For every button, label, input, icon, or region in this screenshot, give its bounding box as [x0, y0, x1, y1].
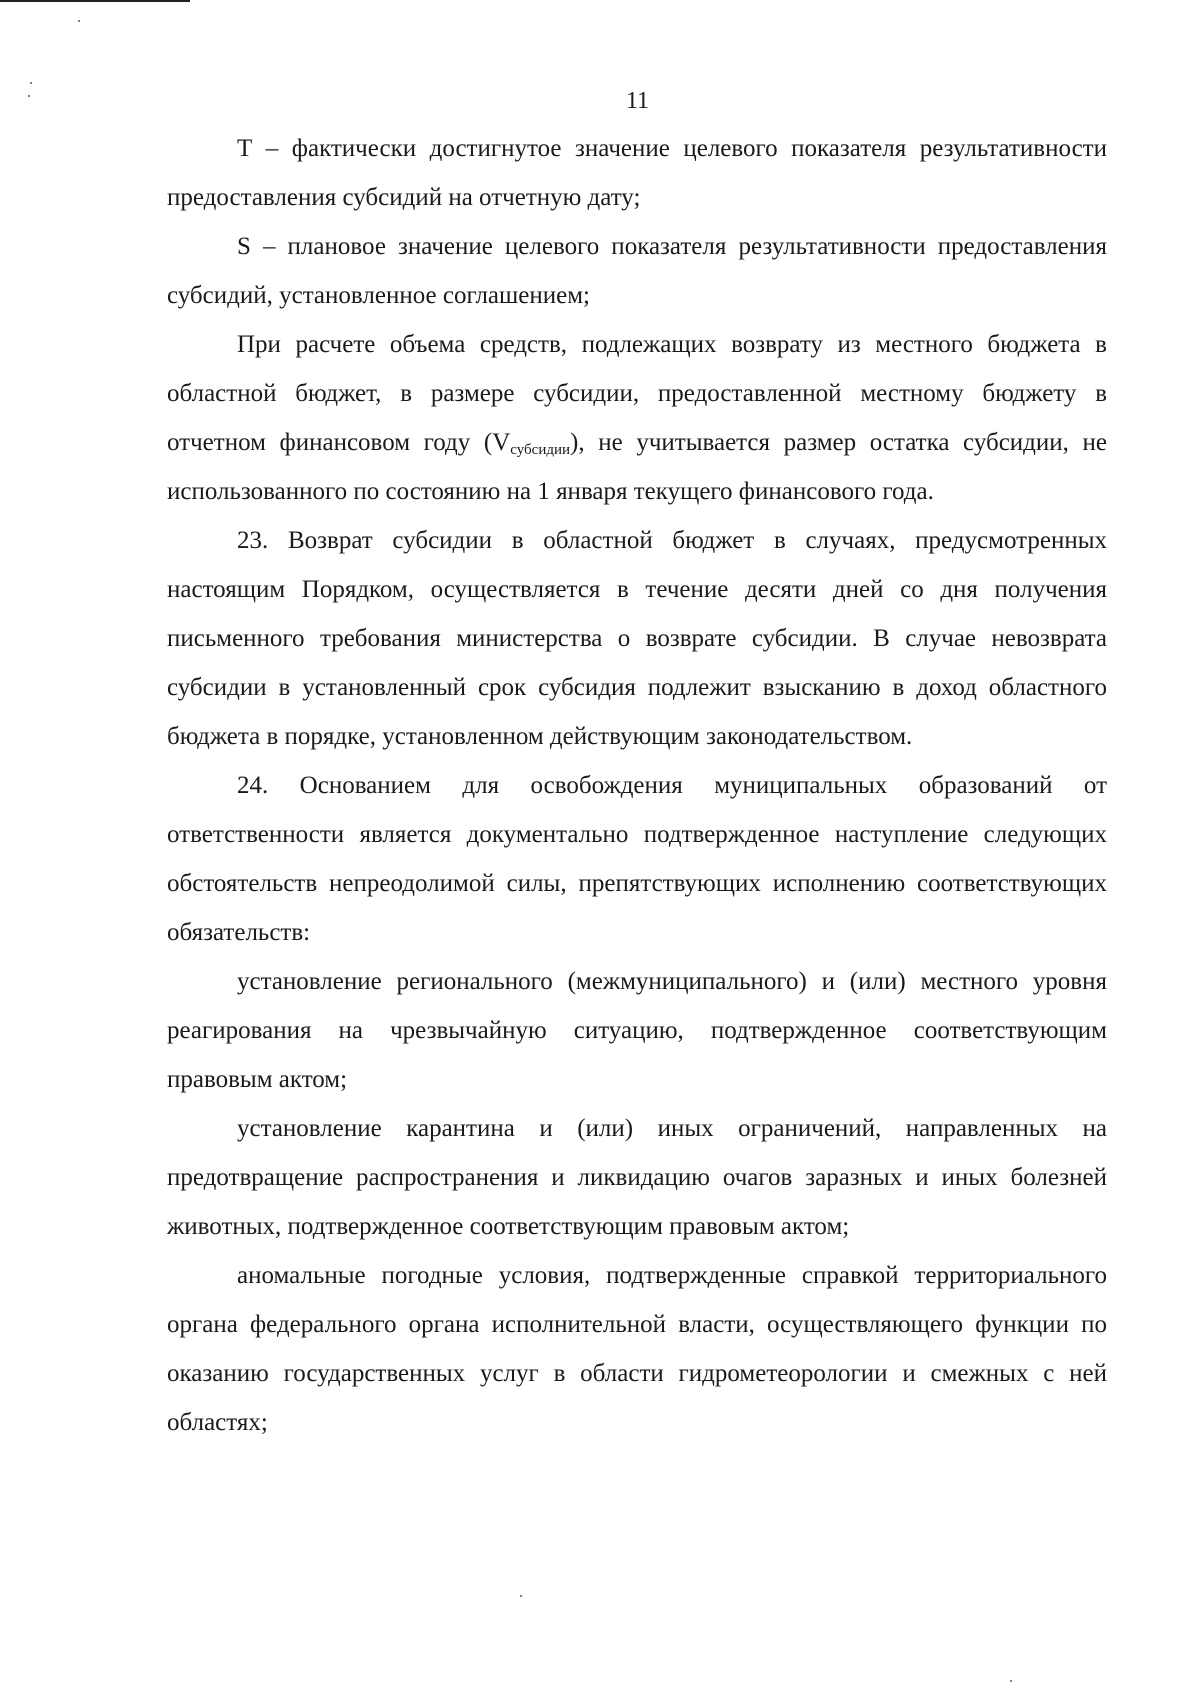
subscript-label: субсидии [510, 442, 571, 458]
list-item-emergency: установление регионального (межмуниципального) и (или) местного уровня реагирования на чрезвычайную ситуацию, подтвержденное соответствующим правовым актом; [167, 968, 1107, 1093]
paragraph-definition-t: Т – фактически достигнутое значение целевого показателя результативности предоставления субсидий на отчетную дату; [167, 135, 1107, 211]
document-body [167, 124, 1107, 1447]
paragraph-calculation-note: При расчете объема средств, подлежащих возврату из местного бюджета в областной бюджет, в размере субсидии, предоставленной местному бюджету в отчетном финансовом году $(V_{субсидии})$, не учитывается размер остатка субсидии, не использованного по состоянию на 1 января текущего финансового года. [167, 331, 1107, 505]
list-item-weather: аномальные погодные условия, подтвержденные справкой территориального органа федерального органа исполнительной власти, осуществляющего функции по оказанию государственных услуг в области гидрометеорологии и смежных с ней областях; [167, 1262, 1107, 1436]
scan-edge-line [0, 0, 190, 2]
scan-speck [520, 1595, 522, 1597]
scan-speck [1010, 1680, 1012, 1682]
list-item-quarantine: установление карантина и (или) иных ограничений, направленных на предотвращение распространения и ликвидацию очагов заразных и иных болезней животных, подтвержденное соответствующим правовым актом; [167, 1115, 1107, 1240]
paragraph-clause-23: 23. Возврат субсидии в областной бюджет в случаях, предусмотренных настоящим Порядком, осуществляется в течение десяти дней со дня получения письменного требования министерства о возврате субсидии. В случае невозврата субсидии в установленный срок субсидия подлежит взысканию в доход областного бюджета в порядке, установленном действующим законодательством. [167, 527, 1107, 750]
page-number: 11 [625, 88, 650, 114]
scan-speck [30, 82, 32, 84]
paragraph-clause-24: 24. Основанием для освобождения муниципальных образований от ответственности является документально подтвержденное наступление следующих обстоятельств непреодолимой силы, препятствующих исполнению соответствующих обязательств: [167, 772, 1107, 946]
paragraph-definition-s: S – плановое значение целевого показателя результативности предоставления субсидий, установленное соглашением; [167, 233, 1107, 309]
scan-speck [78, 20, 80, 22]
